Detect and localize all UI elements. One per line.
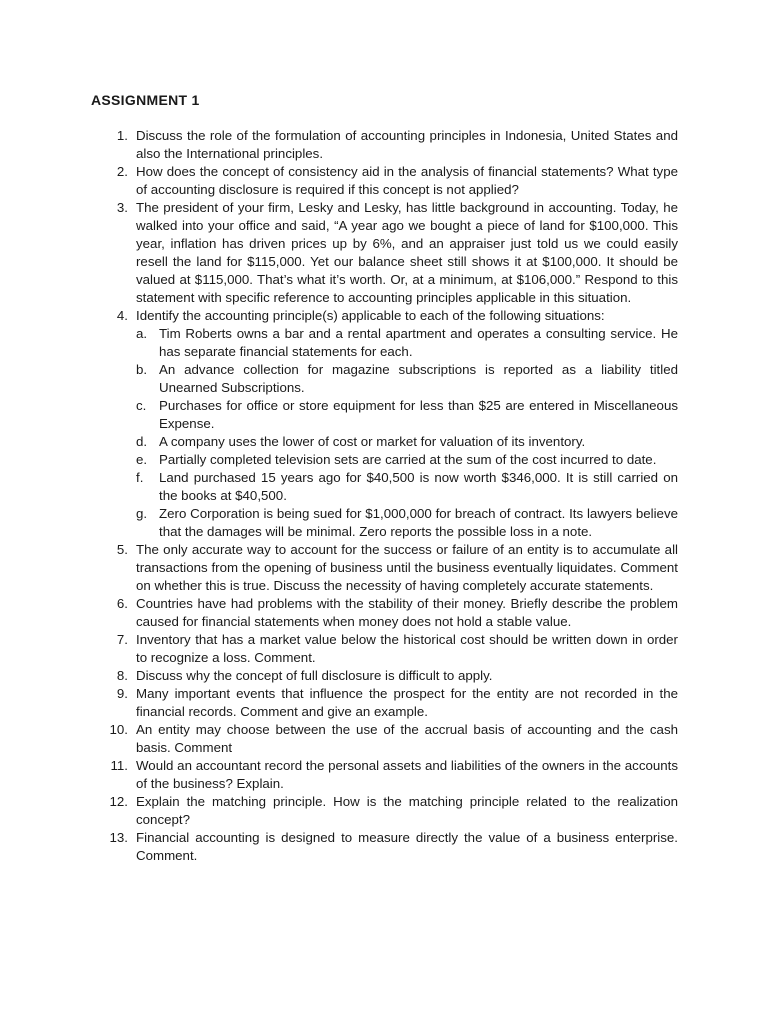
question-text: Explain the matching principle. How is the matching principle related to the realization concept? xyxy=(136,794,678,827)
question-item xyxy=(96,667,678,685)
question-number: 4. xyxy=(116,308,128,323)
situation-text: Purchases for office or store equipment for less than $25 are entered in Miscellaneous Expense. xyxy=(159,398,678,431)
situation-item xyxy=(136,451,678,469)
question-text: Discuss why the concept of full disclosure is difficult to apply. xyxy=(136,668,493,683)
situation-text: A company uses the lower of cost or market for valuation of its inventory. xyxy=(159,434,586,449)
question-item xyxy=(96,541,678,595)
question-item xyxy=(96,721,678,757)
question-item xyxy=(96,757,678,793)
situation-item xyxy=(136,361,678,397)
question-text: Many important events that influence the prospect for the entity are not recorded in the financial records. Comment and give an example. xyxy=(136,686,678,719)
question-number: 10. xyxy=(109,722,128,737)
question-text: Inventory that has a market value below the historical cost should be written down in order to recognize a loss. Comment. xyxy=(136,632,678,665)
question-list xyxy=(96,127,678,865)
question-item xyxy=(96,793,678,829)
question-item xyxy=(96,829,678,865)
question-number: 7. xyxy=(116,632,128,647)
situation-item xyxy=(136,469,678,505)
situation-text: Partially completed television sets are carried at the sum of the cost incurred to date. xyxy=(159,452,657,467)
situation-item xyxy=(136,397,678,433)
question-text: The only accurate way to account for the success or failure of an entity is to accumulate all transactions from the opening of business until the business eventually liquidates. Comment on whether this is true. Discuss the necessity of having completely accurate statements. xyxy=(136,542,678,593)
question-item xyxy=(96,199,678,307)
question-number: 5. xyxy=(116,542,128,557)
situation-letter: f. xyxy=(136,470,144,485)
situation-text: Tim Roberts owns a bar and a rental apartment and operates a consulting service. He has separate financial statements for each. xyxy=(159,326,678,359)
question-number: 8. xyxy=(116,668,128,683)
question-text: Discuss the role of the formulation of accounting principles in Indonesia, United States and also the International principles. xyxy=(136,128,678,161)
situation-text: Zero Corporation is being sued for $1,000,000 for breach of contract. Its lawyers believe that the damages will be minimal. Zero reports the possible loss in a note. xyxy=(159,506,678,539)
situation-letter: b. xyxy=(136,362,148,377)
question-number: 12. xyxy=(109,794,128,809)
question-item xyxy=(96,163,678,199)
question-item xyxy=(96,307,678,541)
question-item xyxy=(96,595,678,631)
situation-letter: a. xyxy=(136,326,148,341)
situation-item xyxy=(136,433,678,451)
question-text: Financial accounting is designed to measure directly the value of a business enterprise. Comment. xyxy=(136,830,678,863)
situation-item xyxy=(136,505,678,541)
page-title: ASSIGNMENT 1 xyxy=(91,92,200,108)
question-item xyxy=(96,685,678,721)
question-number: 3. xyxy=(116,200,128,215)
situation-letter: e. xyxy=(136,452,148,467)
question-number: 11. xyxy=(110,758,128,773)
question-text: Identify the accounting principle(s) applicable to each of the following situations: xyxy=(136,308,605,323)
situation-item xyxy=(136,325,678,361)
question-number: 1. xyxy=(116,128,128,143)
question-number: 9. xyxy=(116,686,128,701)
situation-letter: d. xyxy=(136,434,148,449)
question-text: The president of your firm, Lesky and Lesky, has little background in accounting. Today, he walked into your office and said, “A year ago we bought a piece of land for $100,000. This year, inflation has driven prices up by 6%, and an appraiser just told us we could easily resell the land for $115,000. Yet our balance sheet still shows it at $100,000. It should be valued at $115,000. That’s what it’s worth. Or, at a minimum, at $106,000.” Respond to this statement with specific reference to accounting principles applicable in this situation. xyxy=(136,200,678,305)
question-number: 6. xyxy=(116,596,128,611)
situation-list xyxy=(136,325,678,541)
situation-letter: g. xyxy=(136,506,148,521)
question-text: Countries have had problems with the stability of their money. Briefly describe the problem caused for financial statements when money does not hold a stable value. xyxy=(136,596,678,629)
question-text: Would an accountant record the personal assets and liabilities of the owners in the accounts of the business? Explain. xyxy=(136,758,678,791)
question-item xyxy=(96,127,678,163)
situation-letter: c. xyxy=(136,398,147,413)
question-number: 2. xyxy=(116,164,128,179)
situation-text: Land purchased 15 years ago for $40,500 is now worth $346,000. It is still carried on the books at $40,500. xyxy=(159,470,678,503)
question-number: 13. xyxy=(109,830,128,845)
situation-text: An advance collection for magazine subscriptions is reported as a liability titled Unearned Subscriptions. xyxy=(159,362,678,395)
question-item xyxy=(96,631,678,667)
question-text: An entity may choose between the use of the accrual basis of accounting and the cash basis. Comment xyxy=(136,722,678,755)
question-text: How does the concept of consistency aid in the analysis of financial statements? What type of accounting disclosure is required if this concept is not applied? xyxy=(136,164,678,197)
